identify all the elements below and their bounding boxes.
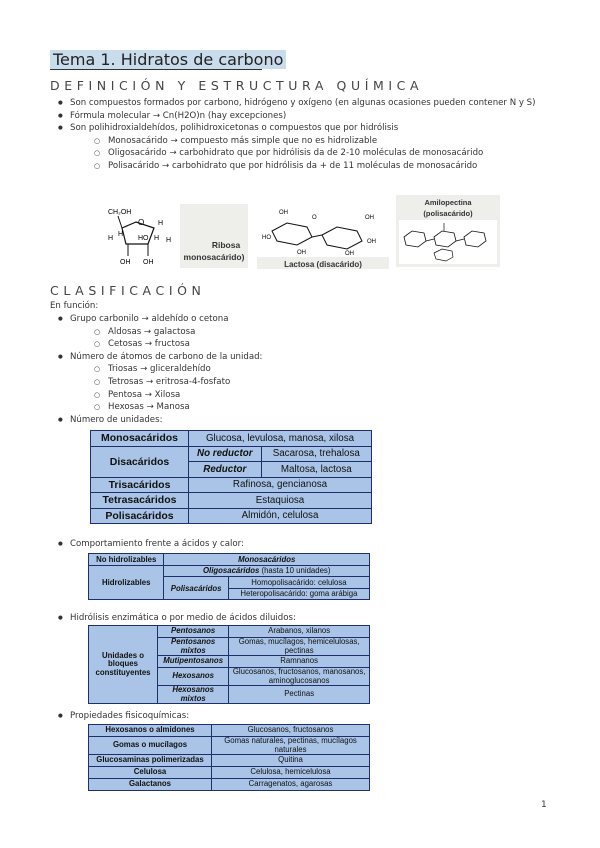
svg-text:O: O bbox=[312, 215, 317, 221]
hydrolysis-table bbox=[88, 625, 370, 704]
properties-table bbox=[88, 724, 370, 791]
table-cell: Pentosanos bbox=[158, 626, 229, 638]
page-number: 1 bbox=[541, 800, 547, 810]
svg-text:HO: HO bbox=[262, 235, 271, 241]
svg-text:H: H bbox=[108, 235, 114, 242]
classification-list bbox=[50, 313, 550, 426]
ribosa-structure bbox=[98, 204, 248, 268]
list-item: ● Son compuestos formados por carbono, hidrógeno y oxígeno (en algunas ocasiones pueden contener N y S) bbox=[50, 97, 550, 110]
table-cell: Gomas naturales, pectinas, mucílagos naturales bbox=[212, 737, 370, 755]
ribosa-image bbox=[98, 204, 248, 268]
table-cell: Monosacáridos bbox=[91, 431, 189, 447]
list-item: ● Fórmula molecular → Cn(H2O)n (hay excepciones) bbox=[50, 110, 550, 123]
svg-text:O: O bbox=[138, 218, 145, 227]
sub-list-item: ○ Aldosas → galactosa bbox=[70, 326, 550, 339]
svg-text:OH: OH bbox=[367, 239, 376, 245]
lactosa-structure bbox=[257, 205, 389, 269]
list-item: ● Son polihidroxialdehídos, polihidroxicetonas o compuestos que por hidrólisis ○ Monosacárido → compuesto más simple que no es hidrolizable ○ Oligosacárido → carbohidrato que por hidrólisis da de 2-10 moléculas de monosacárido ○ Polisacárido → carbohidrato que por hidrólisis da + de 11 moléculas de monosacárido bbox=[50, 122, 550, 172]
svg-text:OH: OH bbox=[297, 250, 306, 256]
acid-heat-list bbox=[50, 538, 550, 551]
table-cell: Glucosanos, fructosanos bbox=[212, 725, 370, 737]
table-cell: Heteropolisacárido: goma arábiga bbox=[228, 588, 369, 600]
table-cell: Gomas, mucílagos, hemicelulosas, pectinas bbox=[229, 638, 370, 656]
table-cell: Hexosanos o almidones bbox=[89, 725, 212, 737]
units-table bbox=[90, 430, 372, 524]
table-cell: Reductor bbox=[189, 462, 262, 478]
sub-list-item: ○ Hexosas → Manosa bbox=[70, 401, 550, 414]
table-cell: Quitina bbox=[212, 755, 370, 767]
svg-text:Lactosa (disacárido): Lactosa (disacárido) bbox=[284, 260, 362, 269]
sub-list-item: ○ Monosacárido → compuesto más simple que no es hidrolizable bbox=[70, 135, 550, 148]
table-cell: Carragenatos, agarosas bbox=[212, 779, 370, 791]
table-cell: Almidón, celulosa bbox=[189, 508, 372, 524]
table-cell: Hidrolizables bbox=[89, 565, 164, 600]
svg-text:H: H bbox=[154, 235, 160, 242]
title-underline bbox=[50, 69, 262, 70]
svg-text:OH: OH bbox=[345, 251, 354, 257]
section-heading-clasificacion: CLASIFICACIÓN bbox=[50, 283, 206, 298]
table-cell: Disacáridos bbox=[91, 446, 189, 477]
svg-text:H: H bbox=[166, 237, 172, 244]
table-cell: Arabanos, xilanos bbox=[229, 626, 370, 638]
sub-list-item: ○ Cetosas → fructosa bbox=[70, 338, 550, 351]
table-cell: Pectinas bbox=[229, 686, 370, 704]
table-cell: Celulosa bbox=[89, 767, 212, 779]
lactosa-image bbox=[257, 205, 389, 269]
table-cell: Trisacáridos bbox=[91, 477, 189, 493]
table-cell: Tetrasacáridos bbox=[91, 493, 189, 509]
list-item: ● Número de átomos de carbono de la unidad: ○ Triosas → gliceraldehído ○ Tetrosas → eritrosa-4-fosfato ○ Pentosa → Xilosa ○ Hexosas → Manosa bbox=[50, 351, 550, 414]
table-cell: Pentosanos mixtos bbox=[158, 638, 229, 656]
svg-text:monosacárido): monosacárido) bbox=[183, 252, 245, 262]
svg-text:CH₂OH: CH₂OH bbox=[108, 209, 132, 216]
table-cell: Glucosaminas polimerizadas bbox=[89, 755, 212, 767]
definition-list bbox=[50, 97, 550, 173]
table-cell: Estaquiosa bbox=[189, 493, 372, 509]
hydrolysis-list bbox=[50, 612, 550, 625]
sub-list-item: ○ Polisacárido → carbohidrato que por hidrólisis da + de 11 moléculas de monosacárido bbox=[70, 160, 550, 173]
table-cell: Hexosanos bbox=[158, 668, 229, 686]
table-cell: Polisacáridos bbox=[91, 508, 189, 524]
intro-text: En función: bbox=[50, 301, 99, 311]
sub-list-item: ○ Oligosacárido → carbohidrato que por hidrólisis da de 2-10 moléculas de monosacárido bbox=[70, 147, 550, 160]
svg-text:OH: OH bbox=[120, 259, 131, 266]
svg-text:H: H bbox=[118, 231, 124, 238]
list-item: ● Hidrólisis enzimática o por medio de ácidos diluidos: bbox=[50, 612, 550, 625]
list-item: ● Propiedades fisicoquímicas: bbox=[50, 710, 550, 723]
svg-text:OH: OH bbox=[365, 215, 374, 221]
svg-text:HO: HO bbox=[138, 235, 149, 242]
svg-text:OH: OH bbox=[143, 259, 154, 266]
table-cell: Unidades o bloques constituyentes bbox=[89, 626, 158, 704]
table-cell: Gomas o mucílagos bbox=[89, 737, 212, 755]
table-cell: Mutipentosanos bbox=[158, 656, 229, 668]
properties-list bbox=[50, 710, 550, 723]
list-item: ● Grupo carbonilo → aldehído o cetona ○ Aldosas → galactosa ○ Cetosas → fructosa bbox=[50, 313, 550, 351]
section-heading-definicion: DEFINICIÓN Y ESTRUCTURA QUÍMICA bbox=[50, 78, 424, 93]
table-cell: Oligosacáridos (hasta 10 unidades) bbox=[164, 565, 370, 577]
svg-text:Ribosa: Ribosa bbox=[211, 240, 241, 250]
table-cell: No reductor bbox=[189, 446, 262, 462]
table-cell: Ramnanos bbox=[229, 656, 370, 668]
svg-text:OH: OH bbox=[279, 210, 288, 216]
table-cell: Celulosa, hemicelulosa bbox=[212, 767, 370, 779]
svg-text:Amilopectina: Amilopectina bbox=[424, 198, 472, 207]
sub-list-item: ○ Triosas → gliceraldehído bbox=[70, 363, 550, 376]
table-cell: Maltosa, lactosa bbox=[261, 462, 371, 478]
table-cell: Homopolisacárido: celulosa bbox=[228, 577, 369, 589]
sub-list-item: ○ Tetrosas → eritrosa-4-fosfato bbox=[70, 376, 550, 389]
svg-text:H: H bbox=[158, 220, 164, 227]
svg-text:(polisacárido): (polisacárido) bbox=[423, 209, 473, 218]
amilopectina-structure bbox=[396, 195, 500, 267]
list-item: ● Número de unidades: bbox=[50, 414, 550, 427]
sub-list-item: ○ Pentosa → Xilosa bbox=[70, 389, 550, 402]
table-cell: Rafinosa, gencianosa bbox=[189, 477, 372, 493]
table-cell: Polisacáridos bbox=[164, 577, 228, 600]
table-cell: No hidrolizables bbox=[89, 554, 164, 566]
amilopectina-image bbox=[396, 195, 500, 267]
table-cell: Galactanos bbox=[89, 779, 212, 791]
table-cell: Glucosa, levulosa, manosa, xilosa bbox=[189, 431, 372, 447]
table-cell: Glucosanos, fructosanos, manosanos, aminoglucosanos bbox=[229, 668, 370, 686]
list-item: ● Comportamiento frente a ácidos y calor: bbox=[50, 538, 550, 551]
table-cell: Hexosanos mixtos bbox=[158, 686, 229, 704]
table-cell: Sacarosa, trehalosa bbox=[261, 446, 371, 462]
table-cell: Monosacáridos bbox=[164, 554, 370, 566]
page-title: Tema 1. Hidratos de carbono bbox=[50, 50, 286, 69]
acid-heat-table bbox=[88, 553, 370, 600]
